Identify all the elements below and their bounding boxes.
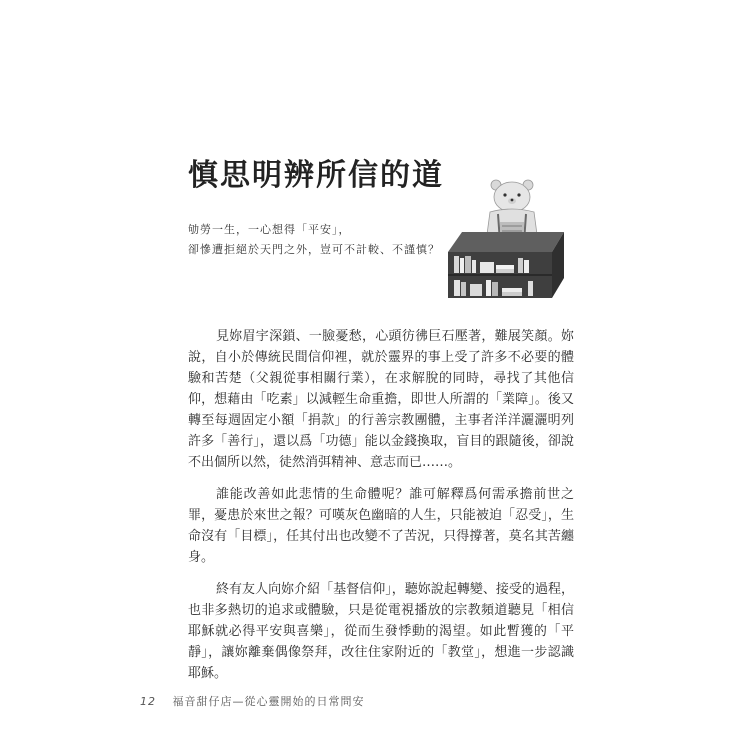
page-number: 12 (140, 695, 156, 708)
bear-behind-bookshelf-illustration (440, 170, 580, 305)
chapter-intro (188, 220, 438, 260)
intro-line: 卻慘遭拒絕於天門之外，豈可不計較、不謹慎？ (188, 243, 440, 256)
paragraph: 終有友人向妳介紹「基督信仰」，聽妳說起轉變、接受的過程，也非多熱切的追求或體驗，只是從電視播放的宗教頻道聽見「相信耶穌就必得平安與喜樂」，從而生發悸動的渴望。如此暫獲的「平靜」，讓妳離棄偶像祭拜，改往住家附近的「教堂」，想進一步認識耶穌。 (188, 582, 574, 681)
running-book-title: 福音甜仔店—從心靈開始的日常問安 (172, 695, 365, 708)
bookshelf-icon (448, 232, 564, 298)
page-footer (140, 693, 365, 709)
intro-line: 劬勞一生，一心想得「平安」， (188, 223, 351, 236)
article-body (188, 326, 574, 695)
paragraph: 誰能改善如此悲情的生命體呢？誰可解釋爲何需承擔前世之罪，憂患於來世之報？可嘆灰色幽暗的人生，只能被迫「忍受」，生命沒有「目標」，任其付出也改變不了苦況，只得撐著，莫名其苦纏身。 (188, 487, 574, 565)
chapter-title: 慎思明辨所信的道 (188, 158, 444, 193)
paragraph: 見妳眉宇深鎖、一臉憂愁，心頭彷彿巨石壓著，難展笑顏。妳說，自小於傳統民間信仰裡，就於靈界的事上受了許多不必要的體驗和苦楚（父親從事相關行業），在求解脫的同時，尋找了其他信仰，想藉由「吃素」以減輕生命重擔，即世人所謂的「業障」。後又轉至每週固定小額「捐款」的行善宗教團體，主事者洋洋灑灑明列許多「善行」，還以爲「功德」能以金錢換取，盲目的跟隨後，卻說不出個所以然，徒然消弭精神、意志而已……。 (188, 329, 574, 470)
